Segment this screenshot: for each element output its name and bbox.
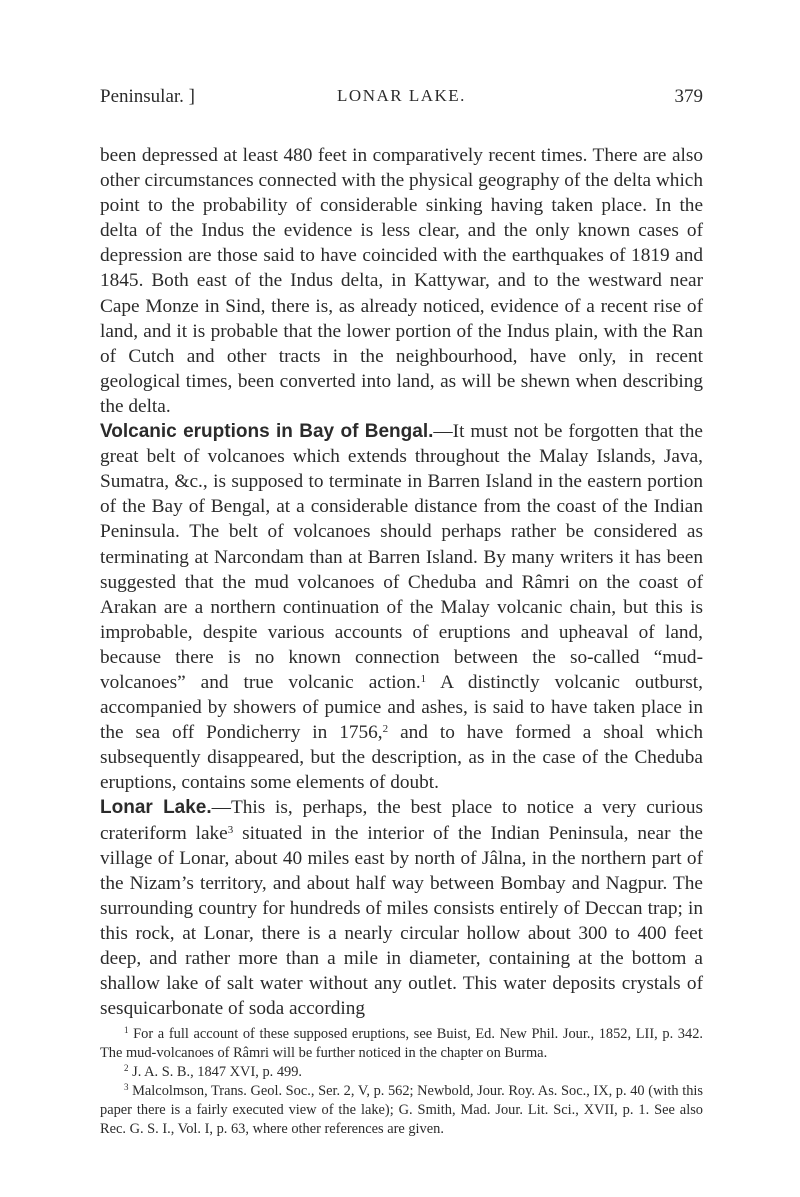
paragraph-text: and to have formed a shoal which subsequently disappeared, but the description, as in the case of the Cheduba eruptions, contains some elements of doubt. — [100, 722, 703, 794]
footnote — [100, 1082, 703, 1139]
paragraph-text: A distinctly volcanic outburst, accompanied by showers of pumice and ashes, is said to have taken place in the sea off Pondicherry in 1756, — [100, 671, 703, 744]
body-text — [100, 143, 703, 1021]
running-title: LONAR LAKE. — [337, 86, 466, 105]
footnote — [100, 1025, 703, 1063]
section-heading-lonar-lake: Lonar Lake. — [100, 797, 212, 819]
footnote-text: Malcolmson, Trans. Geol. Soc., Ser. 2, V, p. 562; Newbold, Jour. Roy. As. Soc., IX, p. 40 (with this paper there is a fairly executed view of the lake); G. Smith, Mad. Jour. Lit. Sci., XVII, p. 1. See also Rec. G. S. I., Vol. I, p. 63, where other references are given. — [100, 1083, 703, 1137]
footnote-ref: 2 — [382, 723, 389, 736]
footnote-mark: 2 — [124, 1063, 129, 1073]
footnote — [100, 1063, 703, 1082]
footnotes — [100, 1025, 703, 1139]
footnote-mark: 3 — [124, 1082, 129, 1092]
paragraph — [100, 795, 703, 1021]
footnote-ref: 3 — [227, 823, 234, 836]
footnote-mark: 1 — [124, 1025, 129, 1035]
section-label: Peninsular. ] — [100, 86, 195, 107]
page-number: 379 — [674, 86, 703, 107]
paragraph-text: situated in the interior of the Indian Peninsula, near the village of Lonar, about 40 miles east by north of Jâlna, in the northern part of the Nizam’s territory, and about half way between Bombay and Nagpur. The surrounding country for hundreds of miles consists entirely of Deccan trap; in this rock, at Lonar, there is a nearly circular hollow about 300 to 400 feet deep, and rather more than a mile in diameter, containing at the bottom a shallow lake of salt water without any outlet. This water deposits crystals of sesquicarbonate of soda according — [100, 822, 703, 1020]
footnote-text: For a full account of these supposed eruptions, see Buist, Ed. New Phil. Jour., 1852, LII, p. 342. The mud-volcanoes of Râmri will be further noticed in the chapter on Burma. — [100, 1026, 703, 1061]
running-header — [100, 86, 703, 114]
section-heading-volcanic-eruptions: Volcanic eruptions in Bay of Bengal. — [100, 421, 434, 443]
paragraph-text: —It must not be forgotten that the great belt of volcanoes which extends throughout the Malay Islands, Java, Sumatra, &c., is supposed to terminate in Barren Island in the eastern portion of the Bay of Bengal, at a considerable distance from the coast of the Indian Peninsula. The belt of volcanoes should perhaps rather be considered as terminating at Narcondam than at Barren Island. By many writers it has been suggested that the mud volcanoes of Cheduba and Râmri on the coast of Arakan are a northern continuation of the Malay volcanic chain, but this is improbable, despite various accounts of eruptions and upheaval of land, because there is no known connection between the so-called “mud-volcanoes” and true volcanic action. — [100, 421, 703, 693]
paragraph — [100, 143, 703, 419]
footnote-text: J. A. S. B., 1847 XVI, p. 499. — [132, 1064, 303, 1080]
paragraph-text: been depressed at least 480 feet in comparatively recent times. There are also other circumstances connected with the physical geography of the delta which point to the probability of considerable sinking having taken place. In the delta of the Indus the evidence is less clear, and the only known cases of depression are those said to have coincided with the earthquakes of 1819 and 1845. Both east of the Indus delta, in Kattywar, and to the westward near Cape Monze in Sind, there is, as already noticed, evidence of a recent rise of land, and it is probable that the lower portion of the Indus plain, with the Ran of Cutch and other tracts in the neighbourhood, have only, in recent geological times, been converted into land, as will be shewn when describing the delta. — [100, 145, 703, 417]
paragraph-text: —This is, perhaps, the best place to notice a very curious crateriform lake — [100, 797, 703, 844]
footnote-ref: 1 — [420, 672, 427, 685]
paragraph — [100, 419, 703, 795]
